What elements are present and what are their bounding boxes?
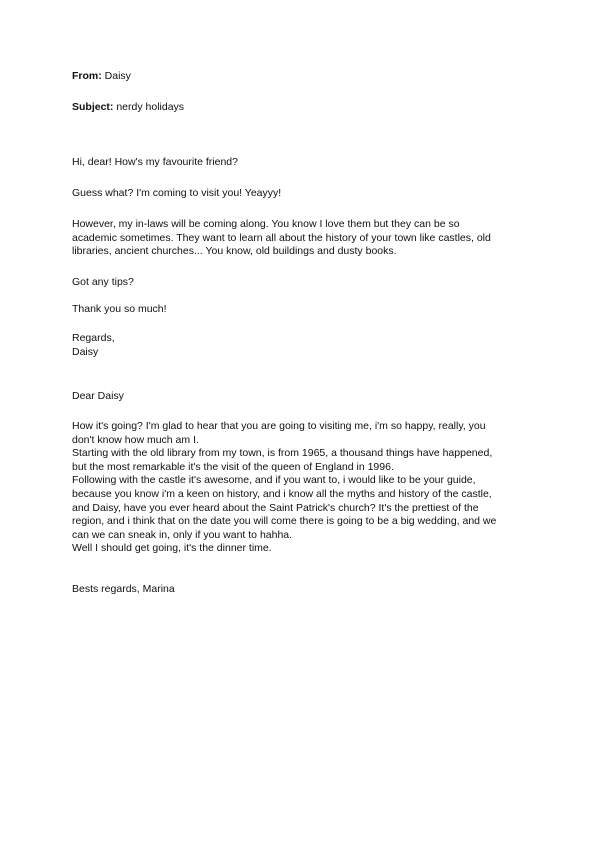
subject-line (72, 101, 184, 114)
email2-closing: Bests regards, Marina (72, 583, 175, 595)
email2-body-line: and Daisy, have you ever heard about the Saint Patrick's church? It's the prettiest of the (72, 501, 479, 514)
email2-body-line: Following with the castle it's awesome, and if you want to, i would like to be your guide, (72, 474, 476, 487)
email2-body (72, 420, 542, 556)
email1-paragraph-2-line: libraries, ancient churches... You know, old buildings and dusty books. (72, 245, 397, 258)
email2-body-line: Well I should get going, it's the dinner time. (72, 542, 272, 555)
email2-body-line: How it's going? I'm glad to hear that you are going to visiting me, i'm so happy, really, you (72, 420, 486, 432)
email2-body-line: Starting with the old library from my town, is from 1965, a thousand things have happened, (72, 447, 493, 460)
email2-body-line: region, and i think that on the date you will come there is going to be a big wedding, and we (72, 515, 497, 528)
email1-paragraph-2-line: academic sometimes. They want to learn all about the history of your town like castles, old (72, 231, 491, 244)
email1-paragraph-3: Got any tips? (72, 276, 134, 288)
subject-label: Subject: (72, 101, 114, 113)
from-line (72, 70, 131, 83)
email1-paragraph-1: Guess what? I'm coming to visit you! Yeayyy! (72, 187, 282, 199)
email2-body-line: because you know i'm a keen on history, and i know all the myths and history of the castle, (72, 487, 492, 500)
email2-body-line: don't know how much am I. (72, 433, 199, 446)
email1-signoff (72, 332, 542, 359)
email1-paragraph-2-line: However, my in-laws will be coming along. You know I love them but they can be so (72, 218, 460, 230)
email1-signature: Daisy (72, 345, 99, 358)
from-value: Daisy (104, 70, 131, 82)
email2-body-line: can we can sneak in, only if you want to hahha. (72, 528, 293, 541)
email1-closing: Regards, (72, 332, 115, 344)
subject-value: nerdy holidays (116, 101, 185, 113)
email1-paragraph-2 (72, 218, 542, 259)
from-label: From: (72, 70, 102, 82)
email2-body-line: but the most remarkable it's the visit of the queen of England in 1996. (72, 460, 394, 473)
email1-greeting: Hi, dear! How's my favourite friend? (72, 156, 238, 168)
email2-greeting: Dear Daisy (72, 390, 124, 402)
email1-paragraph-4: Thank you so much! (72, 303, 167, 315)
